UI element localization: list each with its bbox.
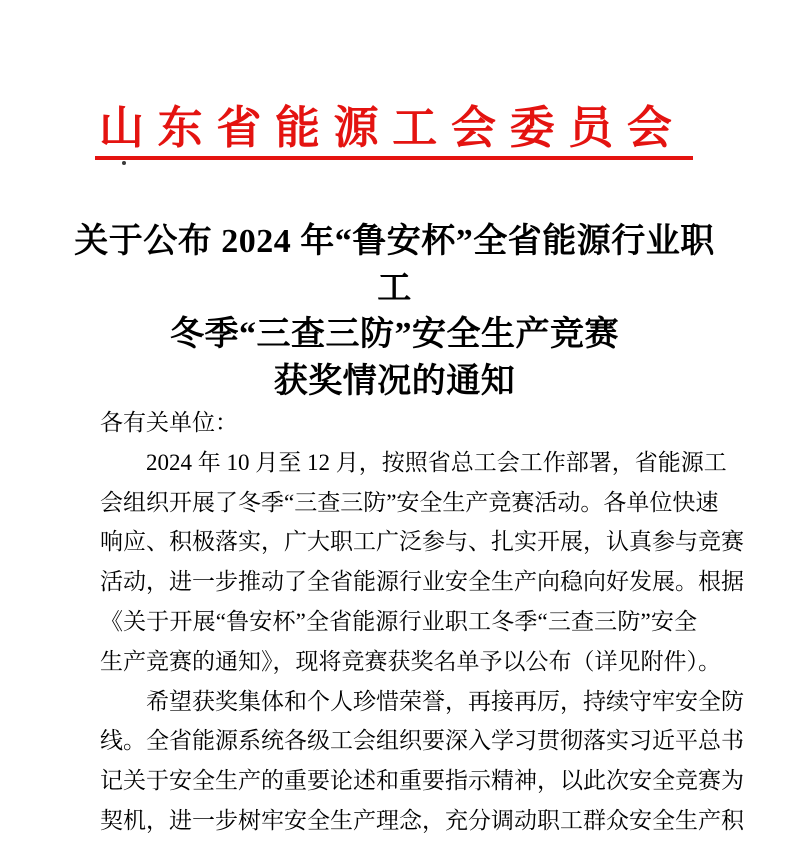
body-line-1: 2024 年 10 月至 12 月，按照省总工会工作部署，省能源工 [146, 449, 727, 475]
body-line-8: 线。全省能源系统各级工会组织要深入学习贯彻落实习近平总书 [100, 728, 744, 754]
body-line-2: 会组织开展了冬季“三查三防”安全生产竞赛活动。各单位快速 [100, 489, 719, 515]
document-title [60, 219, 729, 405]
body-line-3: 响应、积极落实，广大职工广泛参与、扎实开展，认真参与竞赛 [100, 529, 744, 555]
document-body [100, 403, 744, 841]
ink-speck [122, 161, 126, 165]
body-line-5: 《关于开展“鲁安杯”全省能源行业职工冬季“三查三防”安全 [100, 608, 697, 634]
body-line-6: 生产竞赛的通知》，现将竞赛获奖名单予以公布（详见附件）。 [100, 648, 721, 674]
body-line-9: 记关于安全生产的重要论述和重要指示精神，以此次安全竞赛为 [100, 768, 744, 794]
title-line-1: 关于公布 2024 年“鲁安杯”全省能源行业职工 [74, 223, 715, 307]
body-line-7: 希望获奖集体和个人珍惜荣誉，再接再厉，持续守牢安全防 [146, 688, 744, 714]
issuer-title: 山 东 省 能 源 工 会 委 员 会 [99, 103, 672, 153]
salutation: 各有关单位： [100, 410, 238, 435]
title-line-2: 冬季“三查三防”安全生产竞赛 [170, 316, 619, 353]
red-divider-line [95, 156, 693, 160]
title-line-3: 获奖情况的通知 [273, 362, 516, 400]
body-line-10: 契机，进一步树牢安全生产理念，充分调动职工群众安全生产积 [100, 807, 744, 833]
body-line-4: 活动，进一步推动了全省能源行业安全生产向稳向好发展。根据 [100, 569, 744, 595]
